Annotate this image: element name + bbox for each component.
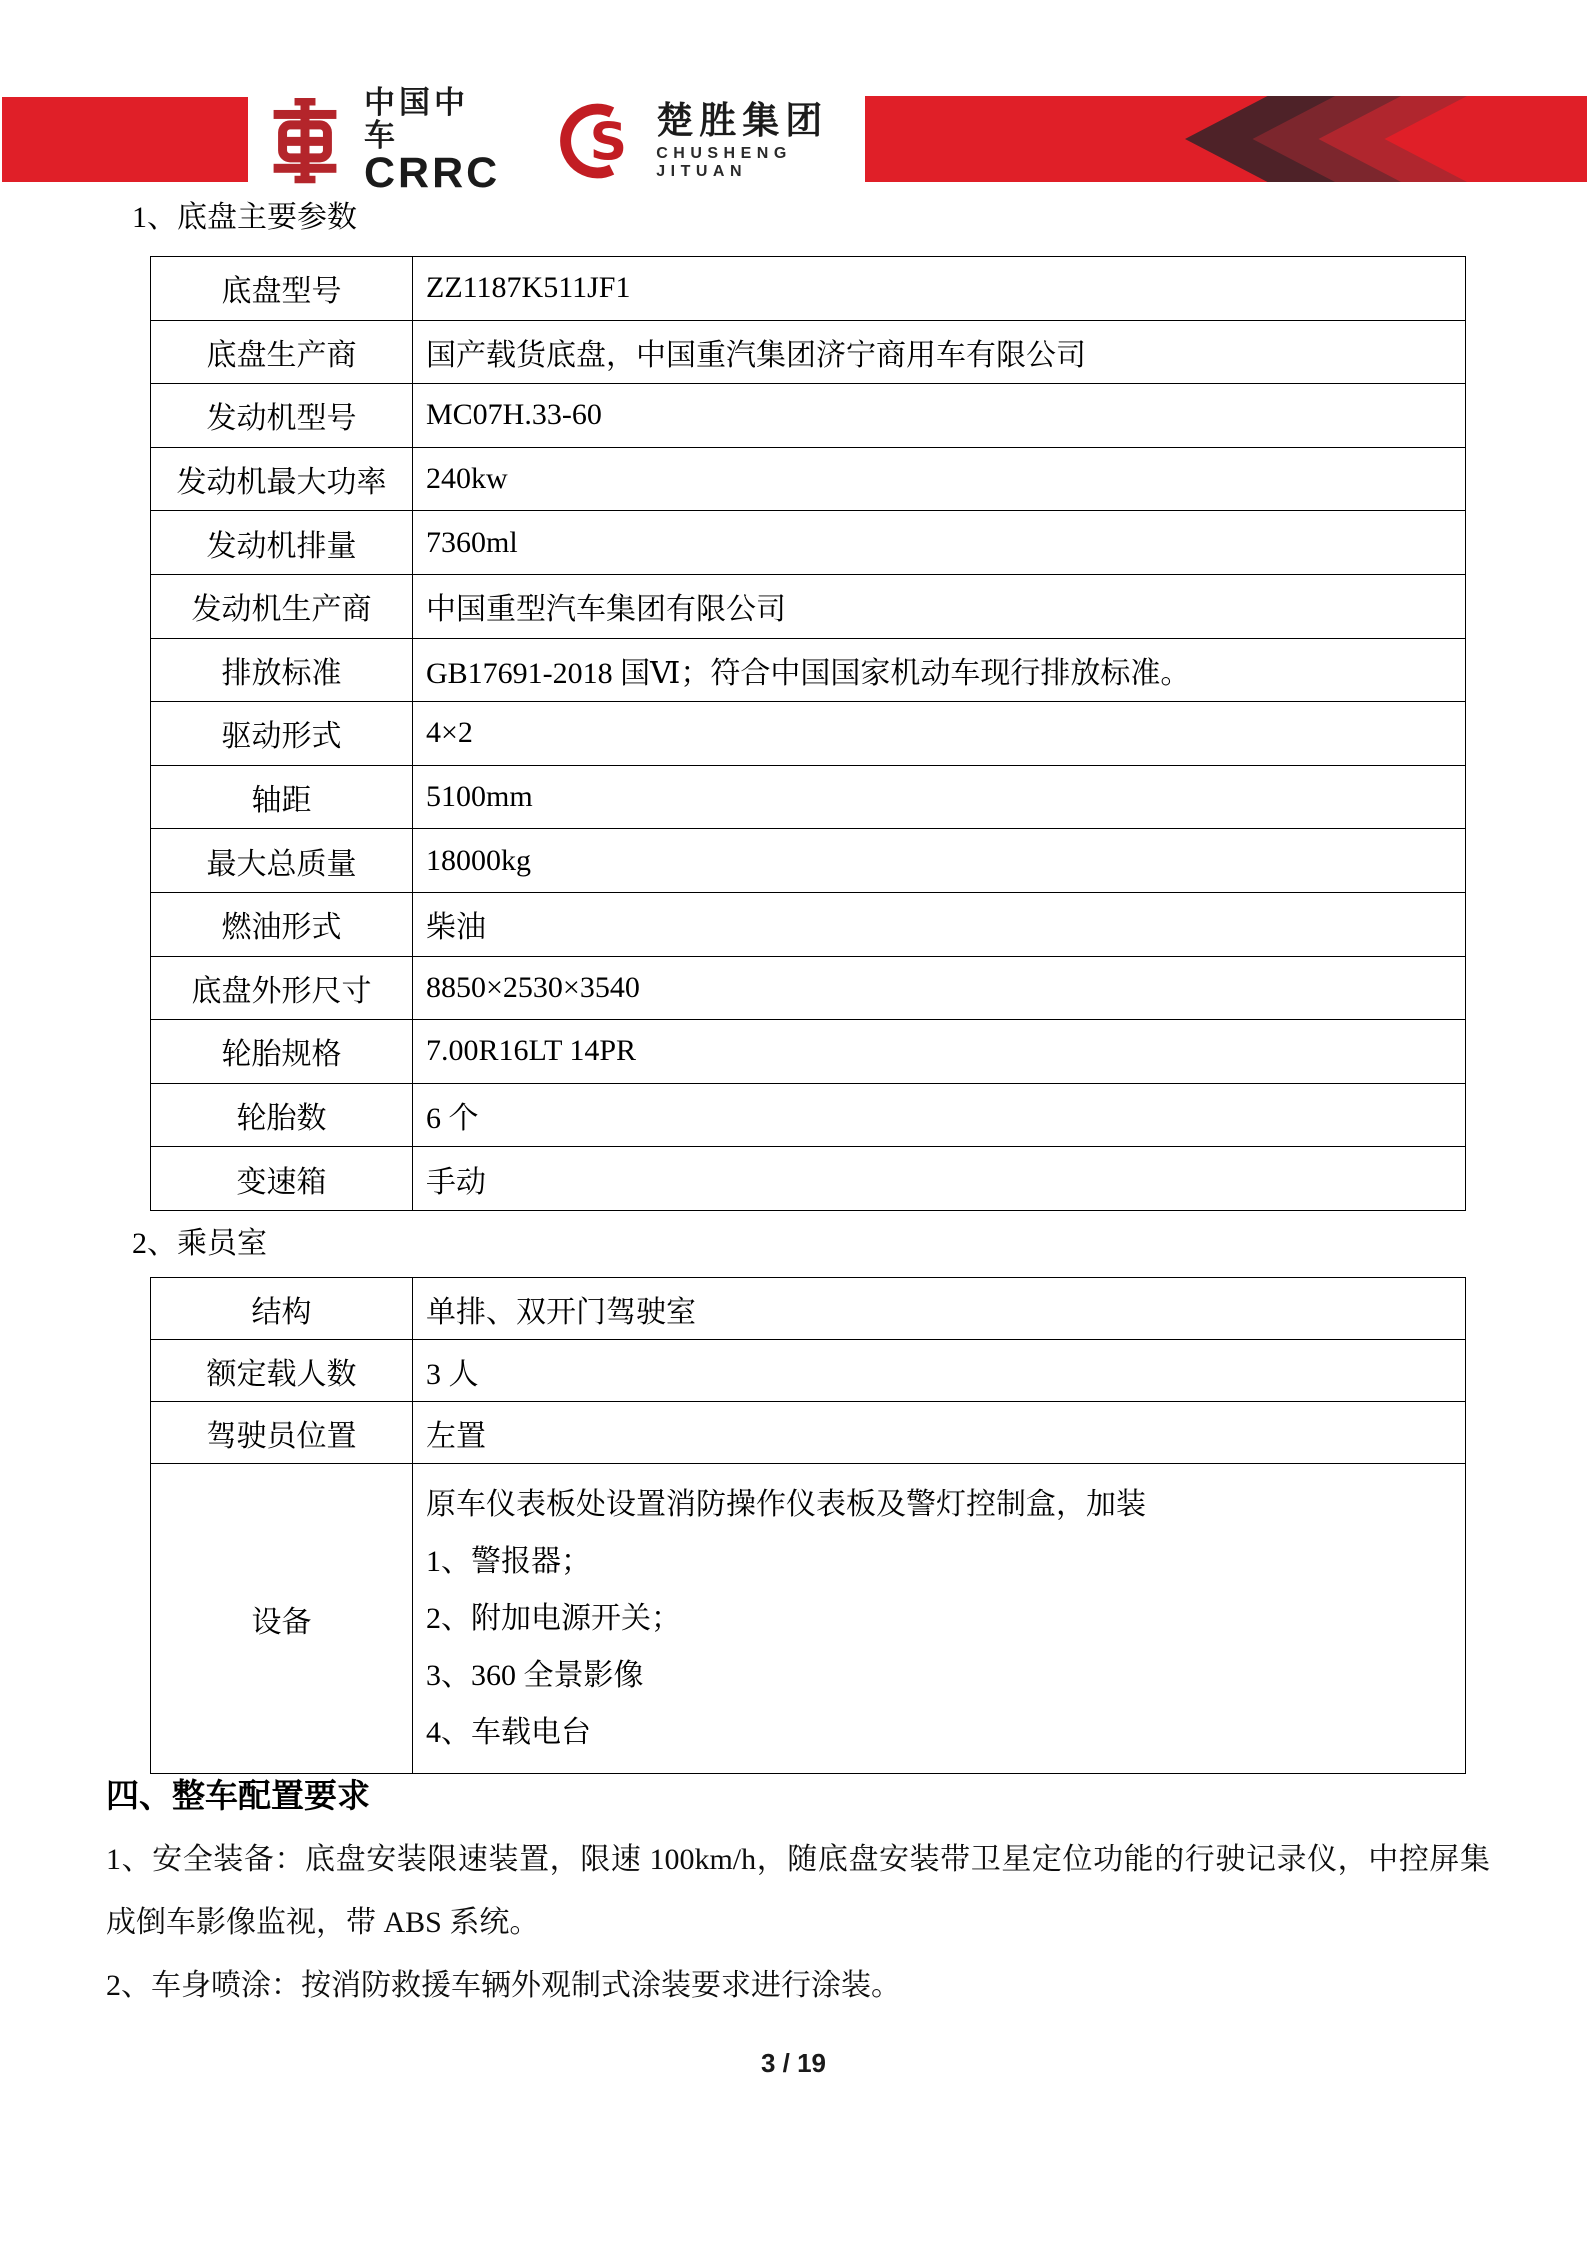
header-logos [262, 84, 862, 198]
banner-right-red-block [865, 96, 1587, 182]
table-row [151, 511, 1466, 575]
row-label: 变速箱 [151, 1147, 413, 1211]
crrc-wordmark [364, 84, 501, 198]
row-label: 发动机最大功率 [151, 447, 413, 511]
row-value: 5100mm [413, 765, 1466, 829]
row-value: 国产载货底盘，中国重汽集团济宁商用车有限公司 [413, 320, 1466, 384]
equipment-line: 4、车载电台 [426, 1716, 591, 1749]
row-label: 轮胎规格 [151, 1020, 413, 1084]
row-value: 左置 [413, 1402, 1466, 1464]
row-value: 3 人 [413, 1340, 1466, 1402]
cab-spec-table [150, 1277, 1466, 1774]
row-value: ZZ1187K511JF1 [413, 257, 1466, 321]
row-label: 底盘型号 [151, 257, 413, 321]
table-row [151, 702, 1466, 766]
row-label: 额定载人数 [151, 1340, 413, 1402]
row-label: 底盘外形尺寸 [151, 956, 413, 1020]
table-row [151, 638, 1466, 702]
section-title-cab: 2、乘员室 [132, 1227, 267, 1260]
section-title-chassis: 1、底盘主要参数 [132, 201, 357, 234]
row-value: 7.00R16LT 14PR [413, 1020, 1466, 1084]
row-value: 4×2 [413, 702, 1466, 766]
row-value: 7360ml [413, 511, 1466, 575]
table-row [151, 956, 1466, 1020]
chusheng-logo-icon [556, 99, 644, 183]
row-label: 发动机生产商 [151, 574, 413, 638]
page-number: 3 / 19 [760, 2048, 827, 2078]
row-value: 中国重型汽车集团有限公司 [413, 574, 1466, 638]
row-label: 轮胎数 [151, 1083, 413, 1147]
table-row [151, 1083, 1466, 1147]
table-row [151, 1147, 1466, 1211]
row-label: 设备 [151, 1464, 413, 1774]
equipment-line: 1、警报器； [426, 1545, 591, 1578]
row-label: 发动机排量 [151, 511, 413, 575]
row-label: 燃油形式 [151, 892, 413, 956]
table-row [151, 384, 1466, 448]
row-value: 240kw [413, 447, 1466, 511]
row-value: GB17691-2018 国Ⅵ；符合中国国家机动车现行排放标准。 [413, 638, 1466, 702]
row-label: 驾驶员位置 [151, 1402, 413, 1464]
table-row [151, 829, 1466, 893]
body-paragraph: 1、安全装备：底盘安装限速装置，限速 100km/h，随底盘安装带卫星定位功能的行驶记录仪，中控屏集成倒车影像监视，带 ABS 系统。 [106, 1843, 1490, 1939]
body-paragraph: 2、车身喷涂：按消防救援车辆外观制式涂装要求进行涂装。 [106, 1969, 901, 2002]
table-row [151, 320, 1466, 384]
row-label: 结构 [151, 1278, 413, 1340]
row-value: 18000kg [413, 829, 1466, 893]
table-row [151, 574, 1466, 638]
table-row [151, 765, 1466, 829]
table-row [151, 1402, 1466, 1464]
row-value: 单排、双开门驾驶室 [413, 1278, 1466, 1340]
chusheng-name-en: CHUSHENG JITUAN [656, 145, 792, 181]
crrc-logo-icon [262, 98, 348, 184]
crrc-name-cn: 中国中车 [364, 84, 469, 153]
crrc-name-en: CRRC [364, 149, 501, 198]
chusheng-wordmark [656, 101, 862, 182]
table-row [151, 1278, 1466, 1340]
table-row [151, 1020, 1466, 1084]
row-value: 8850×2530×3540 [413, 956, 1466, 1020]
config-body [106, 1828, 1490, 2017]
row-label: 驱动形式 [151, 702, 413, 766]
row-label: 轴距 [151, 765, 413, 829]
chusheng-name-cn: 楚胜集团 [656, 99, 829, 141]
banner-left-red-block [2, 97, 248, 182]
row-value: 柴油 [413, 892, 1466, 956]
equipment-line: 3、360 全景影像 [426, 1659, 644, 1692]
row-value: MC07H.33-60 [413, 384, 1466, 448]
table-row [151, 447, 1466, 511]
equipment-line: 2、附加电源开关； [426, 1602, 681, 1635]
equipment-line: 原车仪表板处设置消防操作仪表板及警灯控制盒，加装 [426, 1488, 1146, 1521]
table-row [151, 892, 1466, 956]
row-value [413, 1464, 1466, 1774]
svg-text:S: S [589, 112, 628, 173]
section-heading-config: 四、整车配置要求 [106, 1777, 370, 1814]
table-row-equipment [151, 1464, 1466, 1774]
row-value: 手动 [413, 1147, 1466, 1211]
row-label: 发动机型号 [151, 384, 413, 448]
row-label: 最大总质量 [151, 829, 413, 893]
table-row [151, 1340, 1466, 1402]
row-label: 底盘生产商 [151, 320, 413, 384]
table-row [151, 257, 1466, 321]
row-label: 排放标准 [151, 638, 413, 702]
row-value: 6 个 [413, 1083, 1466, 1147]
chassis-spec-table [150, 256, 1466, 1211]
